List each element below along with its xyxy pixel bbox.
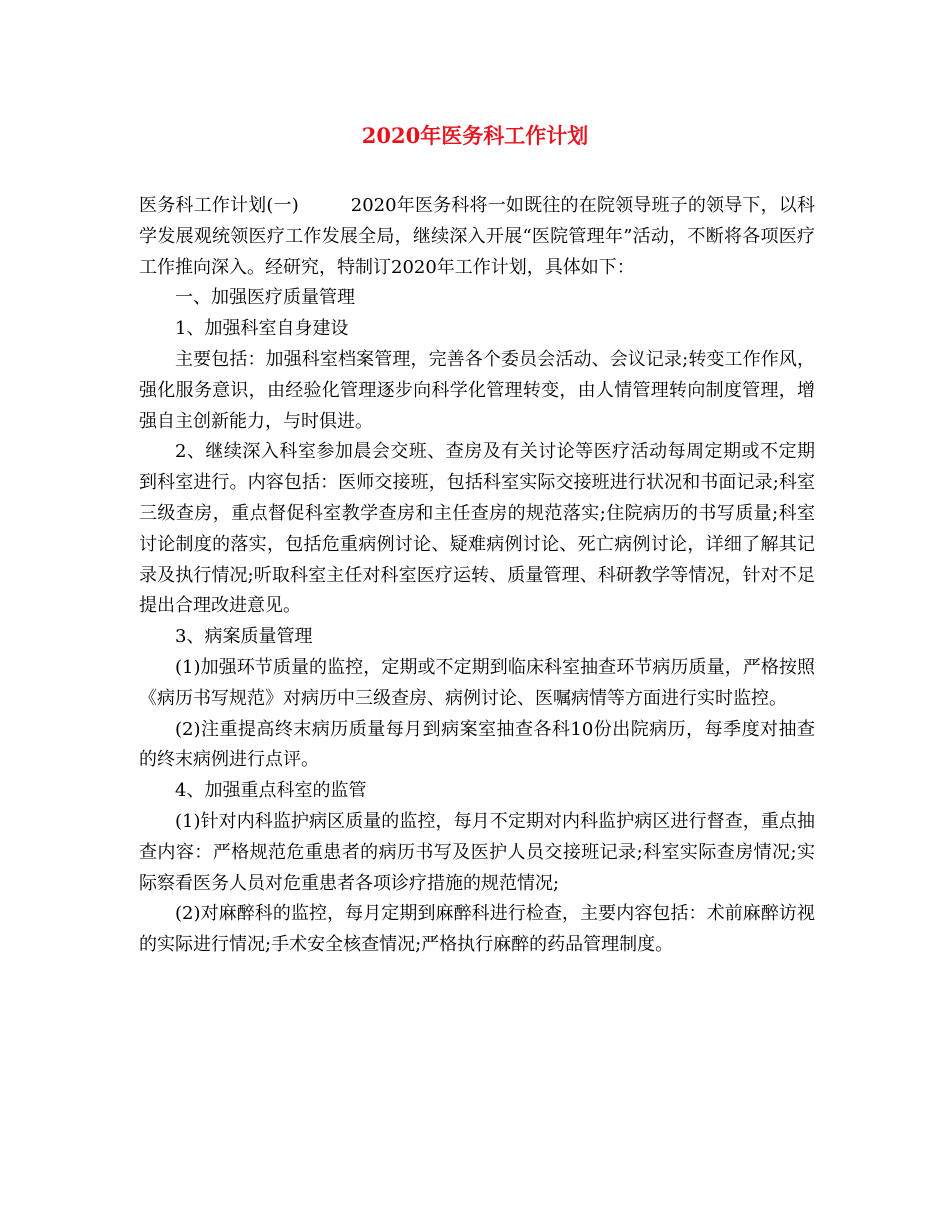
document-body <box>139 191 815 961</box>
document-title: 2020年医务科工作计划 <box>361 123 589 148</box>
paragraph-intro <box>139 191 815 283</box>
paragraph-final-records: (2)注重提高终末病历质量每月到病案室抽查各科10份出院病历，每季度对抽查的终末病例进行点评。 <box>139 718 815 771</box>
paragraph-icu-monitoring: (1)针对内科监护病区质量的监控，每月不定期对内科监护病区进行督查，重点抽查内容：严格规范危重患者的病历书写及医护人员交接班记录;科室实际查房情况;实际察看医务人员对危重患者各项诊疗措施的规范情况; <box>139 810 815 894</box>
heading-quality-management: 一、加强医疗质量管理 <box>175 287 355 309</box>
heading-case-quality: 3、病案质量管理 <box>175 626 313 648</box>
paragraph-anesthesia-monitoring: (2)对麻醉科的监控，每月定期到麻醉科进行检查，主要内容包括：术前麻醉访视的实际进行情况;手术安全核查情况;严格执行麻醉的药品管理制度。 <box>139 903 815 956</box>
paragraph-main-content: 主要包括：加强科室档案管理，完善各个委员会活动、会议记录;转变工作作风，强化服务意识，由经验化管理逐步向科学化管理转变，由人情管理转向制度管理，增强自主创新能力，与时俱进。 <box>139 348 815 432</box>
paragraph-process-quality: (1)加强环节质量的监控，定期或不定期到临床科室抽查环节病历质量，严格按照《病历书写规范》对病历中三级查房、病例讨论、医嘱病情等方面进行实时监控。 <box>139 656 815 709</box>
intro-text: 2020年医务科将一如既往的在院领导班子的领导下，以科学发展观统领医疗工作发展全局，继续深入开展“医院管理年”活动，不断将各项医疗工作推向深入。经研究，特制订2020年工作计划，具体如下： <box>139 195 816 278</box>
heading-key-departments: 4、加强重点科室的监管 <box>175 780 367 802</box>
heading-department-building: 1、加强科室自身建设 <box>175 318 349 340</box>
section-heading-plan-one: 医务科工作计划(一) <box>139 195 299 216</box>
paragraph-morning-meeting: 2、继续深入科室参加晨会交班、查房及有关讨论等医疗活动每周定期或不定期到科室进行。内容包括：医师交接班，包括科室实际交接班进行状况和书面记录;科室三级查房，重点督促科室教学查房和主任查房的规范落实;住院病历的书写质量;科室讨论制度的落实，包括危重病例讨论、疑难病例讨论、死亡病例讨论，详细了解其记录及执行情况;听取科室主任对科室医疗运转、质量管理、科研教学等情况，针对不足提出合理改进意见。 <box>139 441 816 617</box>
